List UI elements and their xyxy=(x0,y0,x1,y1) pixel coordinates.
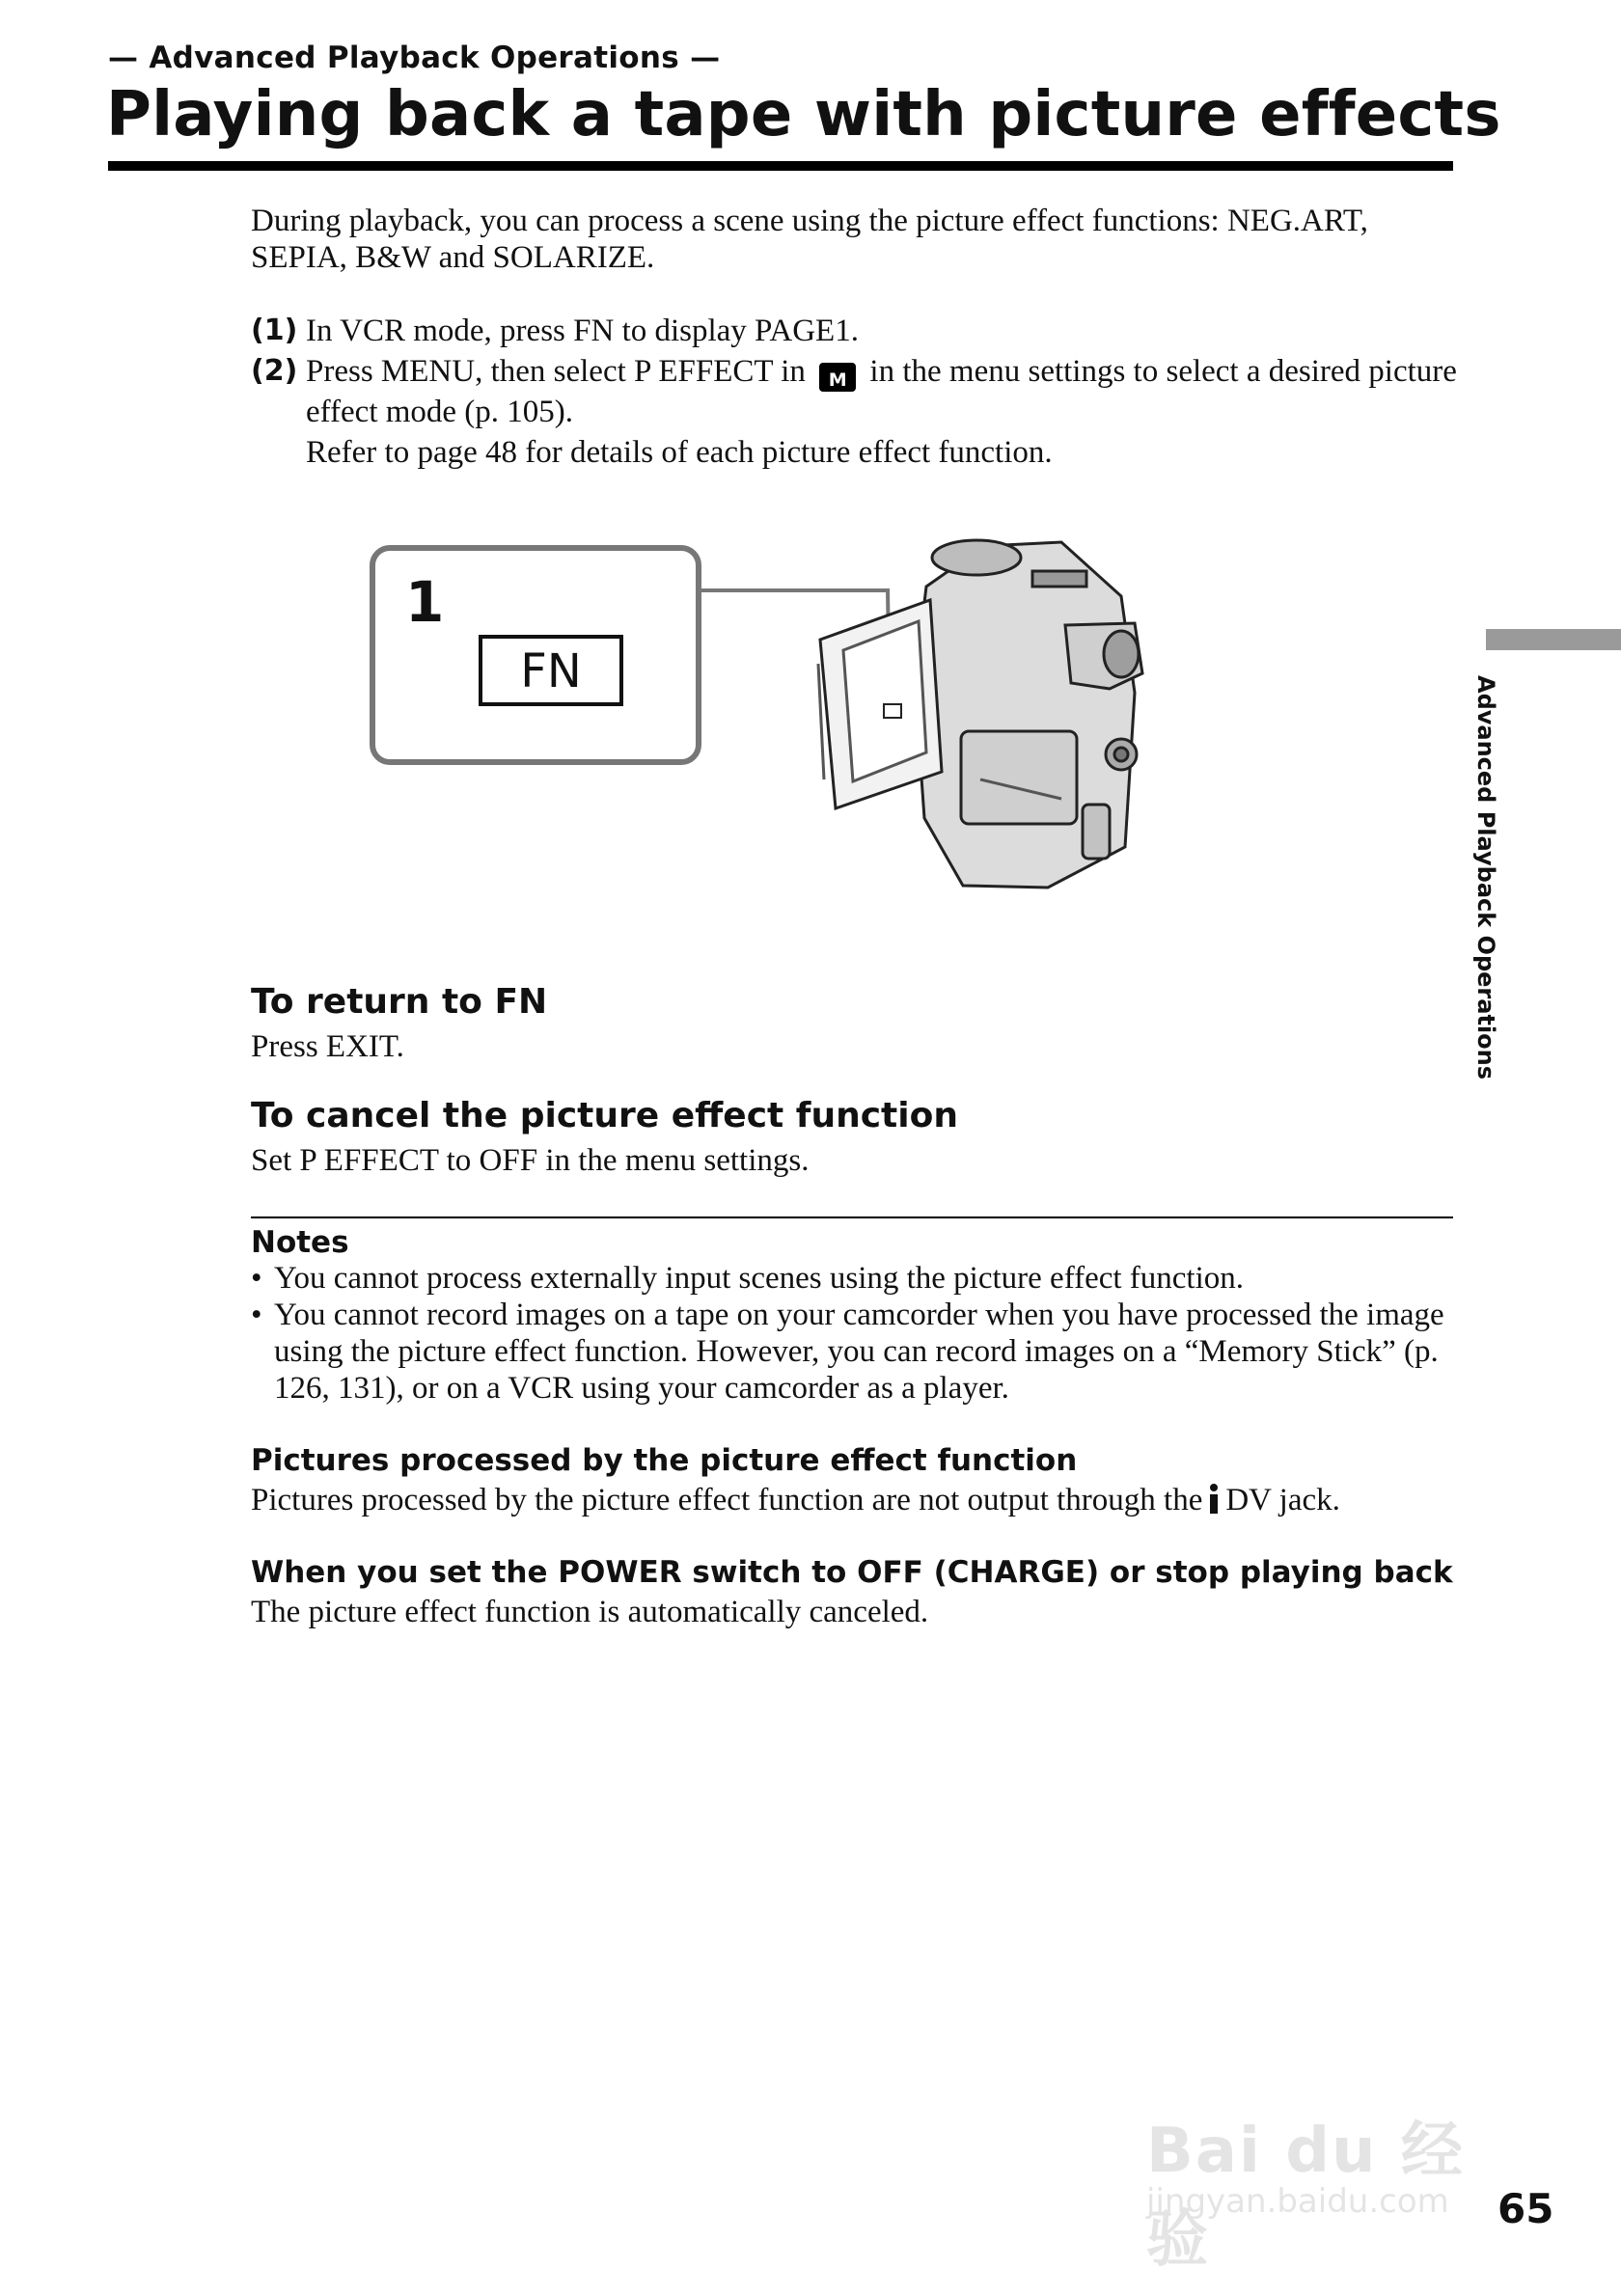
page-number: 65 xyxy=(1497,2185,1554,2232)
cancel-text: Set P EFFECT to OFF in the menu settings. xyxy=(251,1143,810,1178)
step-2-number: (2) xyxy=(251,354,298,388)
step-2-text xyxy=(306,351,1467,473)
subsection-text: The picture effect function is automatically canceled. xyxy=(251,1595,929,1629)
side-tab-bar xyxy=(1486,629,1621,650)
callout-step-number: 1 xyxy=(405,569,445,635)
section-header: — Advanced Playback Operations — xyxy=(108,41,721,75)
subsection-text-before: Pictures processed by the picture effect function are not output through the xyxy=(251,1483,1203,1517)
step-1-number: (1) xyxy=(251,314,298,347)
step-2-text-line2: Refer to page 48 for details of each picture effect function. xyxy=(306,435,1053,470)
side-tab-label: Advanced Playback Operations xyxy=(1472,675,1499,1080)
step-2 xyxy=(251,351,1467,473)
notes-heading: Notes xyxy=(251,1225,349,1260)
menu-m-icon: M xyxy=(819,363,856,392)
step-1 xyxy=(251,311,1467,351)
step-2-text-before: Press MENU, then select P EFFECT in xyxy=(306,354,806,389)
title-rule xyxy=(108,161,1453,171)
step-2-text-after: in the menu settings to select a desired picture effect mode (p. 105). xyxy=(306,354,1457,429)
watermark-brand: Bai du 经验 xyxy=(1146,2116,1465,2276)
subsection-text-after: DV jack. xyxy=(1225,1483,1340,1517)
subsection-heading: Pictures processed by the picture effect function xyxy=(251,1443,1078,1478)
watermark xyxy=(1146,2063,1513,2276)
note-item: • You cannot record images on a tape on your camcorder when you have processed the image using the picture effect function. However, you can record images on a “Memory Stick” (p. 126, 131), or on a VCR using your camcorder as a player. xyxy=(251,1297,1457,1407)
dv-jack-icon xyxy=(1206,1483,1222,1516)
subsection-heading: When you set the POWER switch to OFF (CHARGE) or stop playing back xyxy=(251,1555,1453,1590)
notes-divider xyxy=(251,1216,1453,1218)
cancel-heading: To cancel the picture effect function xyxy=(251,1096,958,1135)
return-text: Press EXIT. xyxy=(251,1029,404,1064)
page-title: Playing back a tape with picture effects xyxy=(106,79,1501,150)
illustration xyxy=(367,529,1196,934)
step-1-text: In VCR mode, press FN to display PAGE1. xyxy=(306,314,859,348)
subsection-text xyxy=(251,1482,1340,1518)
fn-button-label: FN xyxy=(520,644,582,698)
return-heading: To return to FN xyxy=(251,982,548,1022)
intro-paragraph: During playback, you can process a scene using the picture effect functions: NEG.ART, SEPIA, B&W and SOLARIZE. xyxy=(251,204,1368,275)
watermark-url: jingyan.baidu.com xyxy=(1146,2182,1449,2221)
note-item: • You cannot process externally input scenes using the picture effect function. xyxy=(251,1260,1457,1297)
notes-list xyxy=(251,1260,1457,1407)
